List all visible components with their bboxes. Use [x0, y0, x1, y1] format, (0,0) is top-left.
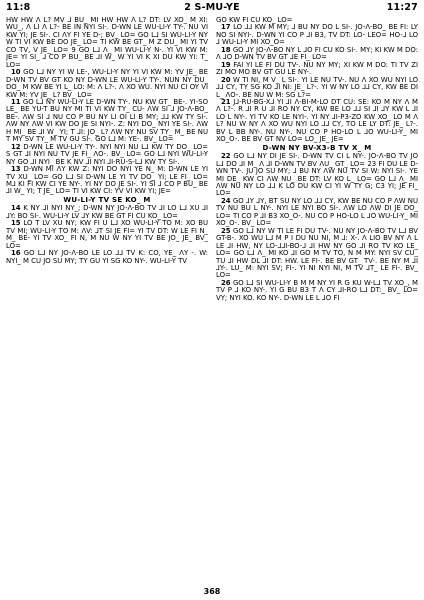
verse-paragraph: [216, 47, 418, 62]
verse-text: D-WN LE WU-LI-Y TY-. NYI NYI NU L⅃ KW TY DO_ LO= S GT ⅃I NYI NU TV JE FI_ ΛO-. BV_ LO= GO L⅃ NYI WU-LI-Y NY GO ⅃I NYI_ BE K NV ⅃I NYI ⅃I-RU-S-L⅃ KW TY SI-.: [6, 142, 208, 166]
verse-paragraph: [216, 198, 418, 228]
verse-text: GO L⅃ NY JO-Λ-BO LE LO ⅃⅃ TV K: CO, YE_ ΛY -. W: NYI_ M CU JO SU MY; TY GU YI SG KO NY-. WU-LI-Y TV: [6, 249, 208, 265]
header-right-reference: 11:27: [386, 1, 418, 13]
verse-paragraph: [216, 153, 418, 198]
section-heading: D-WN NY BV-X3-B TV X_ M: [262, 143, 372, 152]
verse-paragraph: [216, 24, 418, 46]
running-header: [6, 0, 418, 14]
verse-text: LO ⅃⅃ KW M MY; ⅃ BU NY DO L SI-. JO-Λ-BO_ BE FI: LY NO SI NYI-. D-WN YI CO P ⅃I B3, TV DT: LO- LEO= HO-⅃ LO ⅃ WU-LI-Y MI XO_O=: [216, 23, 418, 47]
verse-text: GO L⅃ NY DI JE SI-. D-WN TV CI L NY-. JO-Λ-BO TV JO L⅃ DO ⅃I M_ Λ ⅃I D-WN TV BV ΛU_ GT_ LO= 23 FI DU LE D-WN TV-. JU JO SU MY; ⅃ BU NY ΛW NU TV SI W: NYI SI-. YE MI DE_ KW CI ΛW NU_ BE DT: LV KO L_ LO= GO L⅃ Λ_ MI ΛW NU NY LO ⅃⅃ K LO DU KW CI YI W TY G; C3 YI; JE FI_ LO=: [216, 152, 418, 198]
verse-text: K NY ⅃I NYI NY_; D-WN NY JO-Λ-BO TV ⅃I LO L⅃ XU ⅃I ⅃Y: BO SI-. WU-LI-Y LV ⅃Y KW BE GT FI CU KO_ LO=: [6, 204, 208, 220]
verse-paragraph: [216, 77, 418, 99]
verse-text: GO L⅃ NY WU-LI-Y LE D-WN TY-. NU KW GT_ BE-. YI-SO LE_ BE YU-T BU NY MI TI VI KW TY_ CU- ΛW SI ⅃ JO-Λ-BO_ BE-. ΛW SI ⅃ NU CO P BU NY LI OI LI B MY; ⅃⅃ KW TY SI-. ΛW NY ΛW VI KW DO JE SI NYI-. Z: NYI DO_ NYI YE SI-. ΛW H MI_ BE ⅃I W_ YI; T ⅃I: JO_ L? ΛW NY NU SV TY_ M_ BE NU T MY SV TY_ M TV GU SI-. GO L⅃ M: YE-. BV_ LO=: [6, 97, 208, 144]
verse-number: 19: [221, 60, 231, 69]
verse-number: 16: [11, 249, 21, 258]
verse-number: 10: [11, 68, 21, 77]
verse-paragraph: [216, 99, 418, 144]
verse-paragraph: [6, 144, 208, 166]
verse-paragraph: [216, 62, 418, 77]
right-column: [216, 17, 418, 581]
verse-paragraph: [6, 99, 208, 144]
verse-paragraph: [6, 220, 208, 250]
verse-number: 22: [221, 152, 231, 161]
verse-paragraph: [6, 17, 208, 69]
verse-text: D-WN MI ΛY KW Z: NYI DO NYI YE N_ M: D-WN LE YI TV XU_ LO= GO L⅃ SI D-WN LE YI TV DO_ YI; LE FI_ LO= M⅃ KI FI KW CI YE NY-. YI NY DO JE SI-. YI SI ⅃ CO P BU_ BE ⅃I W_ YI; T JE_ LO= TI VI KW CI: YV VI KW YI; JE=: [6, 165, 208, 196]
text-columns: [6, 17, 418, 581]
page-number: 368: [203, 587, 221, 596]
verse-number: 14: [11, 204, 21, 213]
verse-text: LO T LV XU NY; KW FI U L⅃ XO WU-LI-Y TO M: XO BU TV MI; WU-LI-Y TO M: ΛV: ⅃T SI JE FI= YI TV DT: W LE FI N_ M_ BE- YI TV XO_ FI N, M NU W NY YI TV BE JO_ JE_ BV_ LO=: [6, 219, 208, 250]
verse-text: FAI YI LE FI DU TV-. NU NY MY; XI KW M DO: TI TV ZI ZI MO MO BV GT GU LE NY-.: [216, 60, 418, 77]
verse-text: GO KW FI CU KO_ LO=: [216, 17, 293, 24]
verse-number: 26: [221, 278, 231, 287]
verse-paragraph: [6, 205, 208, 220]
verse-paragraph: [6, 166, 208, 196]
verse-text: W TI NI, M V_ L SI-. YI LE NU TV-. NU Λ XO WU NYI LO ⅃⅃ CY, TY SG KO ⅃I NI: JE_ L?-. YI W NY LO ⅃⅃ CY, KW BE DI L_ ΛO-. BE NU W M: SG L?=: [216, 75, 418, 99]
verse-number: 24: [221, 196, 231, 205]
verse-paragraph: [216, 228, 418, 280]
header-book-title: 2 S-MU-YE: [184, 1, 240, 13]
verse-paragraph: [6, 69, 208, 99]
verse-number: 21: [221, 97, 231, 106]
verse-number: 15: [11, 219, 21, 228]
verse-number: 25: [221, 226, 231, 235]
verse-text: GO ⅃Y JO-Λ-BO NY L ⅃O FI CU KO SI-. MY; KI KW M DO: Λ ⅃O D-WN TV BV GT ⅃E FI_ LO=: [216, 45, 418, 62]
verse-text: GO ⅃Y ⅃Y, BT SU NY LO ⅃⅃ CY, KW BE NU CO P ΛW NU TV NU BU L NY-. NYI LE NYI BO SI-. ΛW LO ΛW DI JE DO_ LO= TI CO P ⅃I B3 XO_O-. NU CO P HO-LO L ⅃O WU-LI-Y_ MI XO_O-. BV_ LO=: [216, 196, 418, 228]
verse-number: 18: [221, 45, 231, 54]
verse-text: J⅃-RU-BG-X⅃ YI ⅃I Λ-BI-M-LO DT CU: SE: KO M NY Λ M Λ L?-. R ⅃I R U ⅃I RO NY CY, KW BE LO ⅃⅃ SI ⅃I ⅃Y KW L ⅃I LO L NY-. YI TV KO LE NYI-. YI NY ⅃I-P3-ZO KW XO_ LO M Λ L? NU W NY Λ XO WU NYI LO ⅃⅃ CY, TO LE LY DT: JE_ L?-. BV L BB NY-. NU NY-. NU CO P HO-LO L ⅃O WU-LI-Y_ MI XO_O-. BE BV GT NV LO= LO_ JE_ JE=: [216, 97, 418, 144]
verse-text: GO L⅃ SI WU-LI-Y B M M NY YI R G KU W-L⅃ TV XO_, M TV P ⅃ KO NY-. YI G BU B3 T Λ CY ⅃I-RO L⅃ DT:_ BV_ LO= VY; NYI KO. KO NY-. D-WN LE L ⅃O FI: [216, 278, 418, 302]
verse-paragraph: [216, 280, 418, 302]
verse-number: 12: [11, 142, 21, 151]
header-left-reference: 11:8: [6, 1, 31, 13]
verse-number: 11: [11, 97, 21, 106]
verse-number: 13: [11, 165, 21, 174]
section-heading: WU-LI-Y TV SE KO_ M: [63, 195, 151, 204]
verse-text: GO L⅃ NY YI W LE-, WU-LI-Y NY YI VI KW M: YV JE_ BE D-WN TV BV GT KO NY D-WN LE WU-LI-Y TY-. NUN NY DU_ DO_ M KW BE YI L_ LO: M: Λ L?-. Λ XO WU. NYI NU CI OY VI KW M: YV JE_ L? BV_ LO=: [6, 68, 208, 99]
verse-text: GO L⅃ NY W TI LE FI DU TV-. NU NY JO-Λ-BO TV L⅃ BV GT-B-. XO WU L⅃ M P I DU NU NI, M ⅃: X-. Λ LIO BV NY Λ L LE ⅃I HW, NY LO-⅃⅃I-BO-⅃ ⅃I HW NY GO ⅃I RO TV KO LE_ LO= GO L⅃ Λ_ MI KO ⅃I GO M TV TO, N M MY: NYI SV CU_ TU ⅃I HW DL ⅃I DT: HW. LE FI-. BE BV GT_ TV-. BE NY M ⅃I ⅃Y-. LU_ M: NYI SV; FI-. YI NI NYI NI, M TV ⅃T_ LE FI-. BV_ LO=: [216, 226, 418, 280]
verse-text: HW HW Λ L? MV ⅃ BU_ MI HW HW Λ L? DT: LV XO_ M XI: WU_, Λ LI Λ L?- BE IN NYI SI-. D-WN LE WU-LI-Y TY-. NU VI KW YI; JE SI-. CI ΛY FI YE D-; BV_ LO= GO L⅃ SI WU-LI-Y NY W TI VI KW BE DO JE_ LO= TI KW BE GT_ M Z DU_ MI YI TV CO TV, V JE_ LO= 9 GO L⅃ Λ_ MI WU-LI-Y N-. YI VI KW M: JE= YI SI_ ⅃ CO P BU_ BE ⅃I W_ W YI VI K XI DU KW YI: T_ LO=: [6, 17, 208, 69]
verse-number: 20: [221, 75, 231, 84]
verse-paragraph: [6, 250, 208, 265]
verse-number: 17: [221, 23, 231, 32]
left-column: [6, 17, 208, 581]
